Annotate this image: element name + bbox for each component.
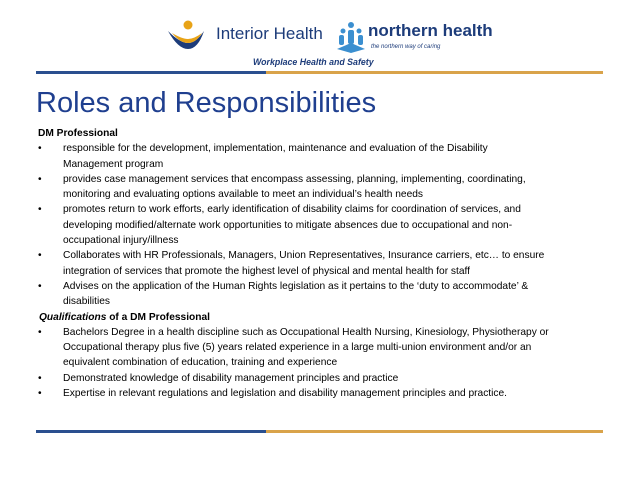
list-item-line: responsible for the development, implementation, maintenance and evaluation of the Disability <box>63 143 488 155</box>
list-item-line: Collaborates with HR Professionals, Managers, Union Representatives, Insurance carriers, etc… to ensure <box>63 250 545 262</box>
bullet-icon: • <box>38 143 42 155</box>
northern-health-logo-icon <box>334 17 368 55</box>
interior-health-logo-icon <box>166 19 206 55</box>
list-item-line: Demonstrated knowledge of disability management principles and practice <box>63 372 399 384</box>
bullet-icon: • <box>38 173 42 185</box>
list-item-line: provides case management services that encompass assessing, planning, implementing, coordinating, <box>63 173 526 185</box>
list-item-line: developing modified/alternate work opportunities to mitigate absences due to occupational and non- <box>63 219 513 231</box>
list-item-line: occupational injury/illness <box>63 235 179 247</box>
bullet-list-responsibilities <box>38 141 598 309</box>
list-item-line: monitoring and evaluating options available to meet an individual’s health needs <box>63 189 424 201</box>
section-heading: DM Professional <box>38 128 118 139</box>
qualifications-heading-emphasis: Qualifications <box>39 311 107 323</box>
list-item-line: promotes return to work efforts, early identification of disability claims for coordination of services, and <box>63 204 521 216</box>
northern-health-tagline: the northern way of caring <box>371 44 441 50</box>
bullet-icon: • <box>38 280 42 292</box>
list-item <box>38 386 598 401</box>
list-item <box>38 248 598 279</box>
bullet-icon: • <box>38 204 42 216</box>
list-item-line: Advises on the application of the Human Rights legislation as it pertains to the ‘duty to accommodate’ & <box>63 280 529 292</box>
list-item <box>38 371 598 386</box>
list-item-line: Expertise in relevant regulations and legislation and disability management principles and practice. <box>63 388 507 400</box>
page-title: Roles and Responsibilities <box>36 87 377 119</box>
list-item-line: Management program <box>63 158 164 170</box>
list-item <box>38 172 598 203</box>
slide-header <box>0 0 638 90</box>
bullet-list-qualifications <box>38 325 598 401</box>
bullet-icon: • <box>38 250 42 262</box>
list-item-line: Occupational therapy plus five (5) years related experience in a large multi-union environment and/or an <box>63 342 532 354</box>
qualifications-heading <box>39 310 598 325</box>
slide-body <box>38 126 598 401</box>
list-item <box>38 279 598 310</box>
logos <box>158 17 493 57</box>
top-divider <box>36 71 603 74</box>
bullet-icon: • <box>38 372 42 384</box>
list-item <box>38 325 598 371</box>
bullet-icon: • <box>38 388 42 400</box>
list-item-line: disabilities <box>63 296 110 308</box>
list-item-line: equivalent combination of education, training and experience <box>63 357 338 369</box>
qualifications-heading-rest: of a DM Professional <box>106 311 210 323</box>
bottom-divider <box>36 430 603 433</box>
northern-health-logo-text: northern health <box>368 21 493 40</box>
bullet-icon: • <box>38 326 42 338</box>
list-item <box>38 202 598 248</box>
list-item-line: integration of services that promote the highest level of physical and mental health for staff <box>63 265 470 277</box>
list-item <box>38 141 598 172</box>
interior-health-logo-text: Interior Health <box>216 24 323 43</box>
header-subtitle: Workplace Health and Safety <box>253 57 374 67</box>
list-item-line: Bachelors Degree in a health discipline such as Occupational Health Nursing, Kinesiology, Physiotherapy or <box>63 326 549 338</box>
